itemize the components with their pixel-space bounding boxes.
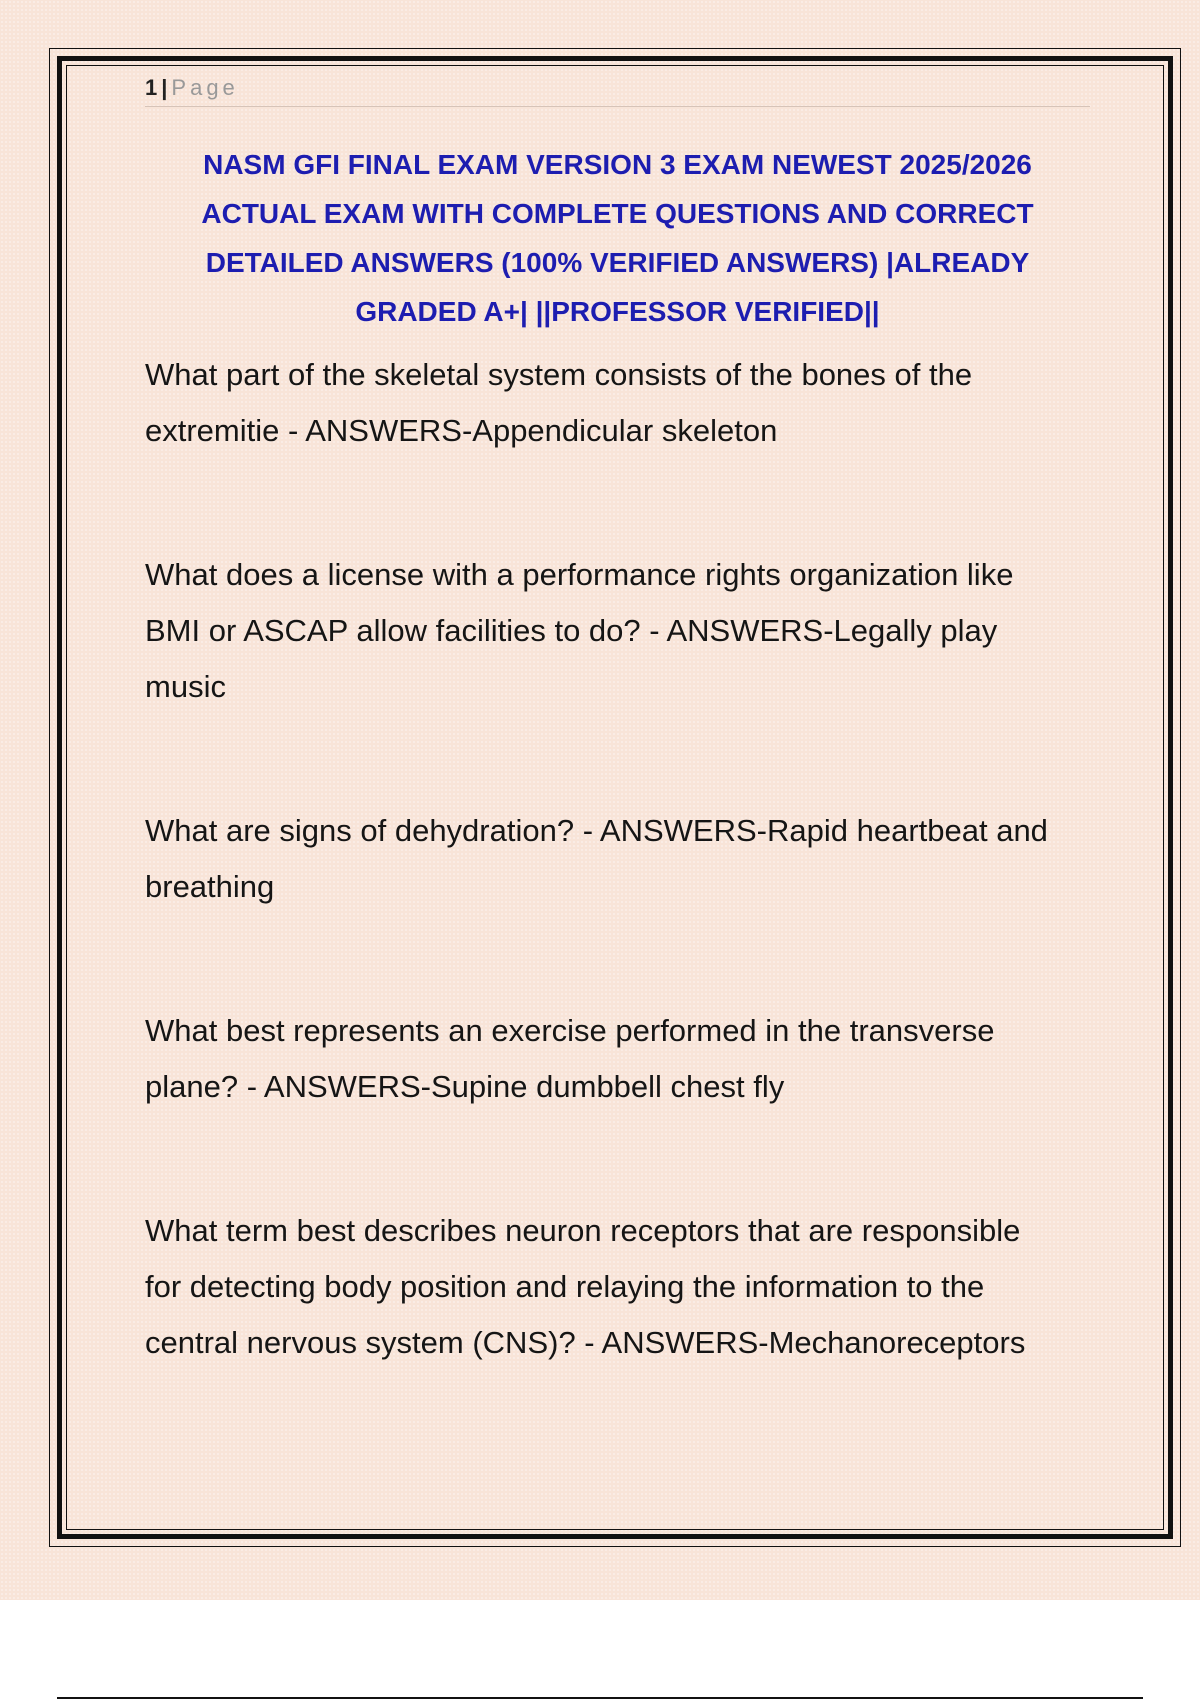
qa-line: What part of the skeletal system consists of the bones of the	[145, 357, 973, 392]
title-line: DETAILED ANSWERS (100% VERIFIED ANSWERS) |ALREADY	[205, 247, 1030, 278]
qa-line: for detecting body position and relaying the information to the	[145, 1269, 985, 1304]
qa-line: central nervous system (CNS)? - ANSWERS-Mechanoreceptors	[145, 1325, 1026, 1360]
qa-line: What best represents an exercise performed in the transverse	[145, 1013, 995, 1048]
document-title	[160, 140, 1075, 336]
qa-line: plane? - ANSWERS-Supine dumbbell chest fly	[145, 1069, 785, 1104]
footer-divider	[57, 1697, 1143, 1699]
title-line: ACTUAL EXAM WITH COMPLETE QUESTIONS AND CORRECT	[201, 198, 1034, 229]
qa-line: What does a license with a performance rights organization like	[145, 557, 1014, 592]
qa-line: What term best describes neuron receptors that are responsible	[145, 1213, 1021, 1248]
qa-line: BMI or ASCAP allow facilities to do? - ANSWERS-Legally play	[145, 613, 998, 648]
qa-line: breathing	[145, 869, 275, 904]
title-line: NASM GFI FINAL EXAM VERSION 3 EXAM NEWEST 2025/2026	[203, 149, 1032, 180]
page-header	[145, 72, 1090, 107]
page-number: 1	[145, 75, 158, 100]
question-answer-4	[145, 1003, 1105, 1115]
qa-line: music	[145, 669, 226, 704]
question-answer-2	[145, 547, 1105, 715]
page-label: Page	[171, 75, 239, 100]
qa-line: extremitie - ANSWERS-Appendicular skeleton	[145, 413, 778, 448]
question-answer-3	[145, 803, 1105, 915]
question-answer-1	[145, 347, 1105, 459]
question-answer-5	[145, 1203, 1105, 1371]
title-line: GRADED A+| ||PROFESSOR VERIFIED||	[355, 296, 880, 327]
qa-line: What are signs of dehydration? - ANSWERS-Rapid heartbeat and	[145, 813, 1048, 848]
page-separator: |	[161, 75, 168, 100]
